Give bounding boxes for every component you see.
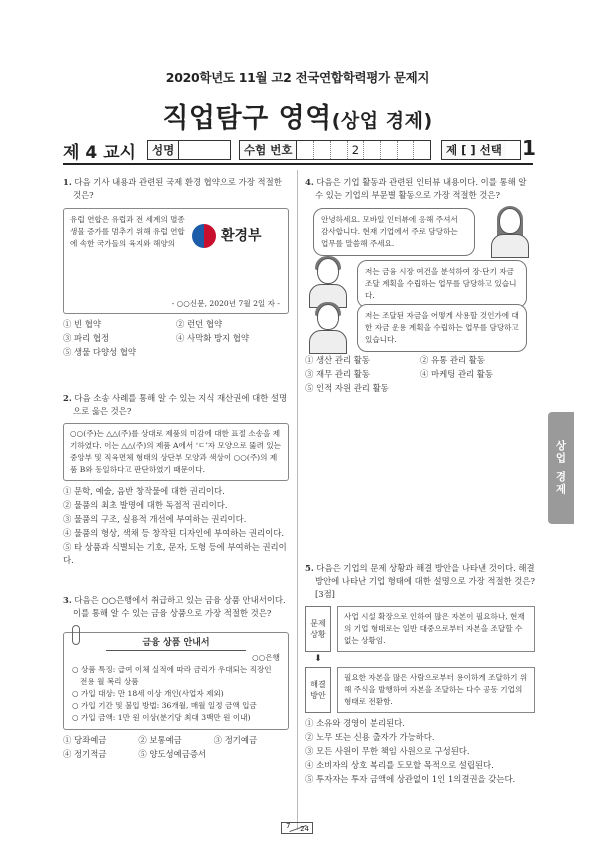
option-5[interactable]: ⑤ 투자자는 투자 금액에 상관없이 1인 1의결권을 갖는다. [305,774,516,784]
article-body: 유럽 연합은 유럽과 전 세계의 멸종 생물 증가를 멈추기 위해 유럽 연합에 속한 국가들의 육지와 해양의 [70,215,185,248]
exam-number-cells[interactable] [297,141,430,159]
employee-1-bubble [357,260,527,308]
body-shape [309,330,347,354]
question-text: 다음은 ○○은행에서 취급하고 있는 금융 상품 안내서이다. 이를 통해 알 수 있는 금융 상품으로 가장 적절한 것은? [73,595,286,618]
name-box [147,140,231,160]
option-1[interactable]: ① 빈 협약 [63,319,101,329]
exam-number-cell [314,141,331,159]
employee-2-bubble [357,304,527,352]
option-3[interactable]: ③ 파리 협정 [63,333,110,343]
taegeuk-icon [192,224,216,248]
product-guide-item: ○ 가입 금액: 1만 원 이상(분기당 최대 3백만 원 이내) [72,713,251,722]
exam-header [0,68,595,135]
solution-tag: 해결 방안 [305,667,331,713]
interviewer-text: 안녕하세요. 모바일 인터뷰에 응해 주셔서 감사합니다. 현재 기업에서 주로 담당하는 업무를 말씀해 주세요. [321,215,458,248]
logo-text: 환경부 [221,228,262,244]
question-text: 다음은 기업의 문제 상황과 해결 방안을 나타낸 것이다. 해결 방안에 나타난 기업 형태에 대한 설명으로 가장 적절한 것은? [3점] [315,563,535,599]
question-text: 다음은 기업 활동과 관련된 인터뷰 내용이다. 이를 통해 알 수 있는 기업의 부문별 활동으로 가장 적절한 것은? [315,177,527,200]
name-label: 성명 [148,141,179,159]
option-2[interactable]: ② 보통예금 [138,735,182,745]
option-4[interactable]: ④ 소비자의 상호 복리를 도모할 목적으로 설립된다. [305,760,494,770]
solution-content: 필요한 자본을 많은 사람으로부터 용이하게 조달하기 위해 주식을 발행하여 자본을 조달하는 다수 공동 기업의 형태로 전환함. [337,667,535,713]
exam-title [0,96,595,135]
header-rule [63,163,533,165]
question-5-stem [305,562,535,601]
question-2-stem [63,392,289,418]
lawsuit-case-text: ○○(주)는 △△(주)를 상대로 제품의 미감에 대한 표절 소송을 제기하였다. 이는 △△(주)의 제품 A에서 ‘ㄷ’자 모양으로 뚫려 있는 중앙부 및 직육면체 형태의 상단부 모양과 색상이 ○○(주)의 제품 B와 동일하다고 판단하였기 때문이다. [70,429,282,474]
question-4-stem [305,176,535,202]
option-3[interactable]: ③ 정기예금 [213,735,258,745]
question-text: 다음 기사 내용과 관련된 국제 환경 협약으로 가장 적절한 것은? [73,177,282,200]
subject-side-tab: 상업 경제 [548,412,574,524]
option-3[interactable]: ③ 모든 사원이 무한 책임 사원으로 구성된다. [305,746,470,756]
solution [305,667,535,713]
name-field[interactable] [179,141,230,159]
product-guide-item: ○ 가입 기간 및 불입 방법: 36개월, 매월 일정 금액 입금 [72,701,257,710]
exam-number-cell [381,141,398,159]
option-4[interactable]: ④ 정기적금 [63,749,107,759]
question-2-options [63,485,289,567]
product-guide-box [63,632,289,730]
paperclip-icon [72,625,80,645]
option-5[interactable]: ⑤ 인적 자원 관리 활동 [305,383,389,393]
exam-number-cell [331,141,348,159]
product-guide-item: ○ 가입 대상: 만 18세 이상 개인(사업자 제외) [72,689,224,698]
exam-title-main: 직업탐구 영역 [162,103,332,134]
option-3[interactable]: ③ 재무 관리 활동 [305,369,370,379]
subject-choice-label: 제 [ ] 선택 [442,141,506,159]
question-2 [63,392,289,567]
option-5[interactable]: ⑤ 타 상품과 식별되는 기호, 문자, 도형 등에 부여하는 권리이다. [63,542,287,565]
exam-title-subject: (상업 경제) [331,110,433,132]
option-1[interactable]: ① 소유와 경영이 분리된다. [305,718,405,728]
news-article-box [63,208,289,314]
option-5[interactable]: ⑤ 생물 다양성 협약 [63,347,136,357]
option-1[interactable]: ① 생산 관리 활동 [305,355,370,365]
question-text: 다음 소송 사례를 통해 알 수 있는 지식 재산권에 대한 설명으로 옳은 것은? [73,393,288,416]
question-number: 2. [63,393,72,403]
exam-number-cell [414,141,430,159]
subject-choice-box[interactable] [441,140,521,160]
problem-tag: 문제 상황 [305,606,331,652]
head-shape [499,208,521,234]
bank-name: ○○은행 [252,653,280,662]
total-pages: 24 [300,825,309,833]
problem-situation [305,606,535,652]
option-5[interactable]: ⑤ 양도성예금증서 [138,749,206,759]
option-4[interactable]: ④ 마케팅 관리 활동 [420,369,493,379]
period-label: 제 4 교시 [63,142,136,163]
exam-number-cell [364,141,381,159]
exam-number-cell: 2 [348,141,365,159]
head-shape [317,258,339,284]
problem-content: 사업 시설 확장으로 인하여 많은 자본이 필요하나, 현재의 기업 형태로는 일반 대중으로부터 자본을 조달할 수 없는 상황임. [337,606,535,652]
page-number: 1 [522,136,536,160]
question-number: 3. [63,595,72,605]
question-1 [63,176,289,359]
employee-2-figure [305,302,351,354]
product-guide-item: ○ 상품 특징: 급여 이체 실적에 따라 금리가 우대되는 직장인 전용 월 복리 상품 [72,665,272,686]
column-divider [297,170,298,830]
exam-number-box [239,140,431,160]
article-source: - ○○신문, 2020년 7월 2일 자 - [171,299,280,308]
exam-number-label: 수험 번호 [240,141,297,159]
exam-number-cell [297,141,314,159]
body-shape [491,234,529,258]
option-2[interactable]: ② 노무 또는 신용 출자가 가능하다. [305,732,435,742]
option-4[interactable]: ④ 물품의 형상, 색채 등 창작된 디자인에 부여하는 권리이다. [63,528,285,538]
lawsuit-case-box [63,423,289,481]
option-1[interactable]: ① 문학, 예술, 음반 창작물에 대한 권리이다. [63,486,225,496]
exam-subtitle: 2020학년도 11월 고2 전국연합학력평가 문제지 [165,70,430,85]
product-guide-items [72,664,280,724]
option-4[interactable]: ④ 사막화 방지 협약 [176,333,249,343]
question-4 [305,176,535,393]
question-5 [305,562,535,786]
question-3 [63,594,289,761]
head-shape [317,304,339,330]
question-3-stem [63,594,289,620]
option-1[interactable]: ① 당좌예금 [63,735,107,745]
question-1-options [63,318,289,359]
page-counter [281,822,313,834]
info-bar [63,139,533,161]
option-2[interactable]: ② 물품의 최초 발명에 대한 독점적 권리이다. [63,500,228,510]
current-page: 7 [286,822,291,830]
option-3[interactable]: ③ 물품의 구조, 실용적 개선에 부여하는 권리이다. [63,514,247,524]
ministry-logo [192,221,280,251]
question-4-options [305,354,535,395]
question-number: 1. [63,177,72,187]
interviewer-bubble [313,208,475,256]
employee-1-text: 저는 금융 시장 여건을 분석하여 장·단기 자금 조달 계획을 수립하는 업무를 담당하고 있습니다. [365,267,517,300]
arrow-down-icon: ⬇ [314,654,322,664]
option-2[interactable]: ② 유통 관리 활동 [420,355,485,365]
question-5-options [305,717,535,786]
question-3-options [63,734,289,761]
interviewer-figure [487,206,533,258]
question-number: 4. [305,177,314,187]
question-number: 5. [305,563,314,573]
employee-1-figure [305,256,351,308]
question-1-stem [63,176,289,202]
option-2[interactable]: ② 런던 협약 [176,319,223,329]
exam-number-cell [398,141,415,159]
product-guide-title: 금융 상품 안내서 [106,637,246,651]
employee-2-text: 저는 조달된 자금을 어떻게 사용할 것인가에 대한 자금 운용 계획을 수립하는 업무를 담당하고 있습니다. [365,311,519,344]
